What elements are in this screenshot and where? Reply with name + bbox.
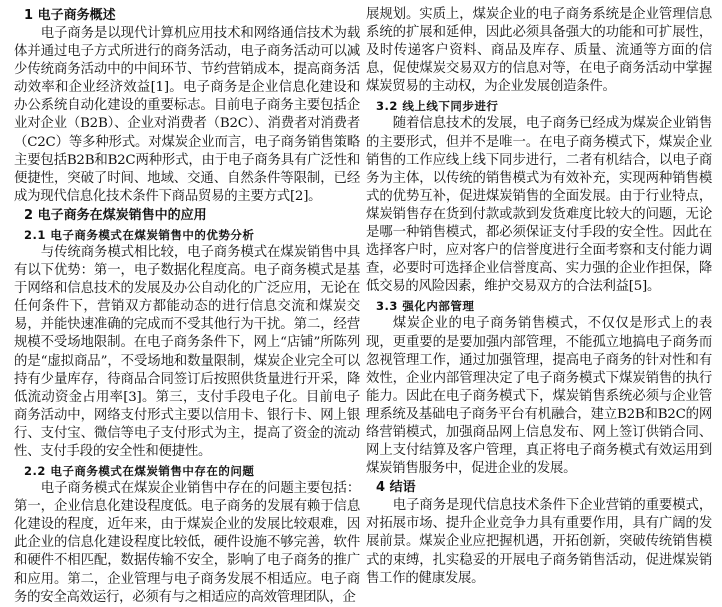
right-column xyxy=(366,6,712,588)
subsection-heading-advantages: 2.1 电子商务模式在煤炭销售中的优势分析 xyxy=(24,227,255,242)
paragraph-problems: 电子商务模式在煤炭企业销售中存在的问题主要包括：第一，企业信息化建设程度低。电子商务的发展有赖于信息化建设的程度，近年来，由于煤炭企业的发展比较艰难，因此企业的信息化建设程度比较低，硬件设施不够完善，软件和硬件不相匹配，数据传输不安全，影响了电子商务的推广和应用。第二，企业管理与电子商务发展不相适应。电子商务的安全高效运行，必须有与之相适应的高效管理团队，企 xyxy=(14,481,360,605)
paragraph-continued: 展规划。实质上，煤炭企业的电子商务系统是企业管理信息系统的扩展和延伸，因此必须具备强大的功能和可扩展性，及时传递客户资料、商品及库存、质量、流通等方面的信息，促使煤炭交易双方的信息对等，在电子商务活动中掌握煤炭贸易的主动权，为企业发展创造条件。 xyxy=(366,7,712,95)
paragraph-advantages: 与传统商务模式相比较，电子商务模式在煤炭销售中具有以下优势：第一，电子数据化程度高。电子商务模式是基于网络和信息技术的发展及办公自动化的广泛应用，无论在任何条件下，营销双方都能动态的进行信息交流和煤炭交易，并能快速准确的完成而不受其他行为干扰。第二，经营规模不受场地限制。在电子商务条件下，网上“店铺”所陈列的是“虚拟商品”，不受场地和数量限制，煤炭企业完全可以持有少量库存，待商品合同签订后按照供货量进行开采，降低流动资金占用率[3]。第三，支付手段电子化。目前电子商务活动中，网络支付形式主要以信用卡、银行卡、网上银行、支付宝、微信等电子支付形式为主，提高了资金的流动性、支付手段的安全性和便捷性。 xyxy=(14,244,360,459)
section-heading-application: 2 电子商务在煤炭销售中的应用 xyxy=(24,207,207,223)
section-heading-overview: 1 电子商务概述 xyxy=(24,8,116,23)
left-column xyxy=(14,6,360,607)
subsection-heading-management: 3.3 强化内部管理 xyxy=(376,299,475,314)
paragraph-management: 煤炭企业的电子商务销售模式，不仅仅是形式上的表现，更重要的是要加强内部管理，不能孤立地搞电子商务而忽视管理工作，通过加强管理，提高电子商务的针对性和有效性，企业内部管理决定了电子商务模式下煤炭销售的执行能力。因此在电子商务模式下，煤炭销售系统必须与企业管理系统及基础电子商务平台有机融合，建立B2B和B2C的网络营销模式，加强商品网上信息发布、网上签订供销合同、网上支付结算及客户管理，真正将电子商务模式有效运用到煤炭销售服务中，促进企业的发展。 xyxy=(366,316,712,477)
paragraph-overview: 电子商务是以现代计算机应用技术和网络通信技术为载体并通过电子方式所进行的商务活动，电子商务活动可以减少传统商务活动中的中间环节、节约营销成本，提高商务活动效率和企业经济效益[1]。电子商务是企业信息化建设和办公系统自动化建设的重要标志。目前电子商务主要包括企业对企业（B2B）、企业对消费者（B2C）、消费者对消费者（C2C）等多种形式。对煤炭企业而言，电子商务销售策略主要包括B2B和B2C两种形式，由于电子商务具有广泛性和便捷性，突破了时间、地域、交通、自然条件等限制，已经成为现代信息化技术条件下商品贸易的主要方式[2]。 xyxy=(14,26,360,204)
paragraph-conclusion: 电子商务是现代信息技术条件下企业营销的重要模式，对拓展市场、提升企业竞争力具有重要作用，具有广阔的发展前景。煤炭企业应把握机遇，开拓创新，突破传统销售模式的束缚，扎实稳妥的开展电子商务销售活动，促进煤炭销售工作的健康发展。 xyxy=(366,498,712,586)
subsection-heading-problems: 2.2 电子商务模式在煤炭销售中存在的问题 xyxy=(24,464,255,479)
paragraph-online-offline: 随着信息技术的发展，电子商务已经成为煤炭企业销售的主要形式，但并不是唯一。在电子商务模式下，煤炭企业销售的工作应线上线下同步进行，二者有机结合，以电子商务为主体，以传统的销售模式为有效补充，实现两种销售模式的优势互补，促进煤炭销售的全面发展。由于行业特点，煤炭销售存在货到付款或款到发货难度比较大的问题，无论是哪一种销售模式，都必须保证支付手段的安全性。因此在选择客户时，应对客户的信誉度进行全面考察和支付能力调查，必要时可选择企业信誉度高、实力强的企业作担保，降低交易的风险因素，维护交易双方的合法利益[5]。 xyxy=(366,116,712,295)
subsection-heading-online-offline: 3.2 线上线下同步进行 xyxy=(376,99,499,114)
section-heading-conclusion: 4 结语 xyxy=(376,480,416,496)
